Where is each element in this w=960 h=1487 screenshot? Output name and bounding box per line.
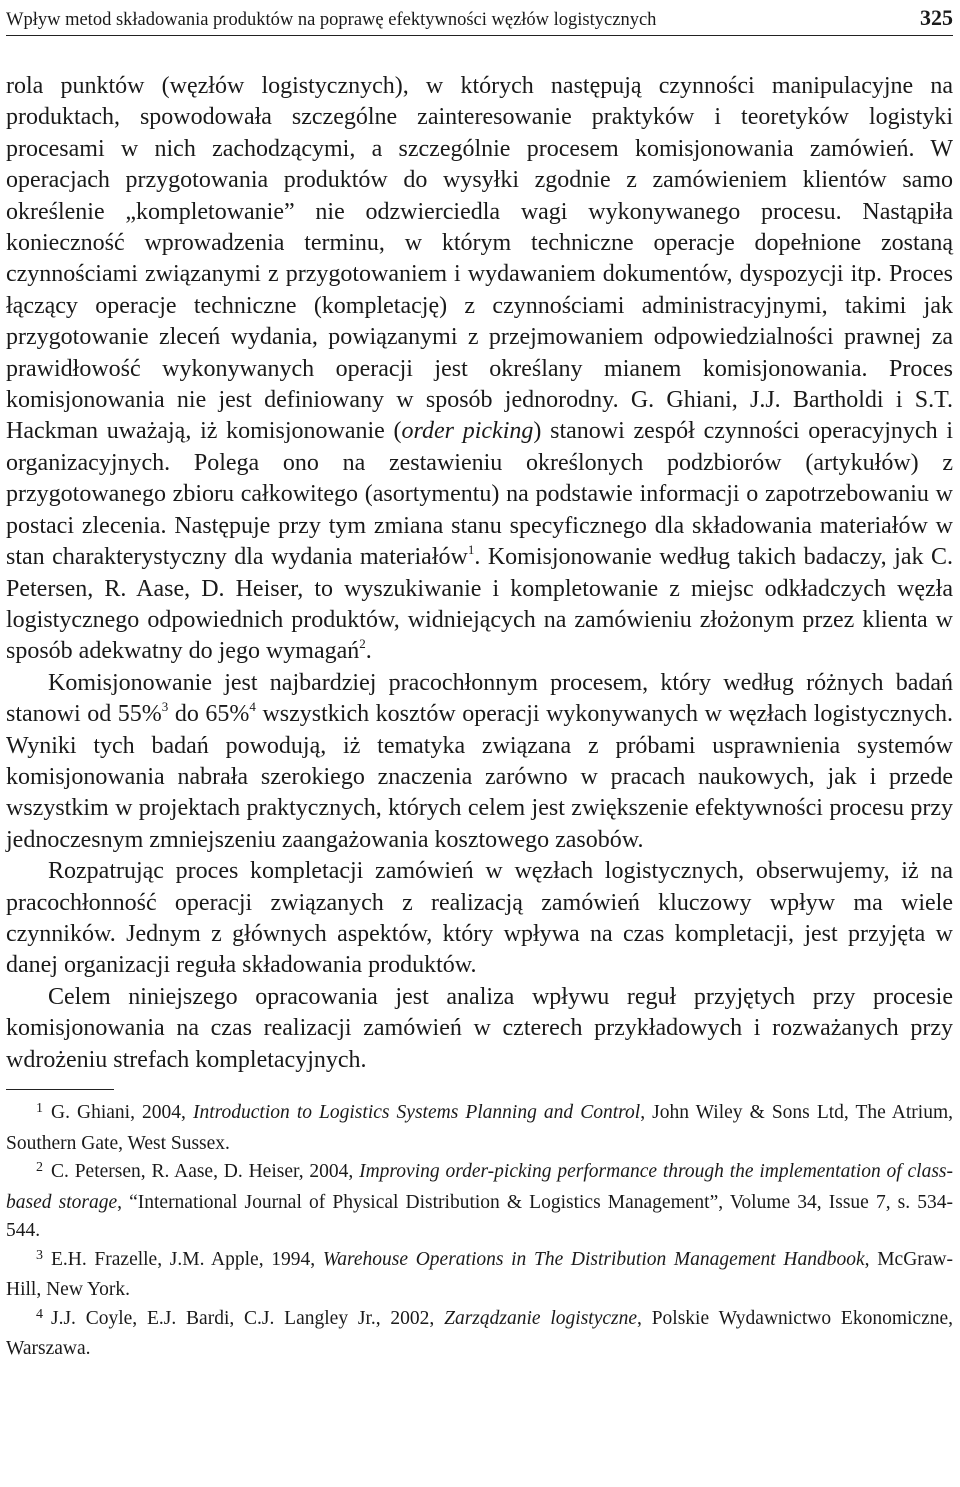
text-run: rola punktów (węzłów logistycznych), w których następują czynności manipulacyjne na produktach, spowodowała szczególne zainteresowanie praktyków i teoretyków logistyki procesami w nich zachodzącymi, a szczególnie procesem komisjonowania zamówień. W operacjach przygotowania produktów do wysyłki zgodnie z zamówieniem klientów samo określenie „kompletowanie” nie odzwierciedla wagi wykonywanego procesu. Nastąpiła konieczność wprowadzenia terminu, w którym techniczne operacje dopełnione zostaną czynnościami związanymi z przygotowaniem i wydawaniem dokumentów, dyspozycji itp. Proces łączący operacje techniczne (kompletację) z czynnościami administracyjnymi, takimi jak przygotowanie zleceń wydania, powiązanymi z przejmowaniem odpowiedzialności prawnej za prawidłowość wykonywanych operacji jest określany mianem komisjonowania. Proces komisjonowania nie jest definiowany w sposób jednorodny. G. Ghiani, J.J. Bartholdi i S.T. Hackman uważają, iż komisjonowanie ( xyxy=(6,73,953,445)
footnote-ref: 4 xyxy=(249,699,256,715)
footnote xyxy=(6,1305,953,1364)
footnote-mark: 3 xyxy=(36,1247,43,1263)
footnote xyxy=(6,1158,953,1246)
footnote-title: Introduction to Logistics Systems Planning and Control xyxy=(192,1102,641,1123)
italic-term: order picking xyxy=(401,418,534,445)
footnote-text: , “International Journal of Physical Distribution & Logistics Management”, Volume 34, Issue 7, s. 534-544. xyxy=(6,1191,953,1241)
paragraph-1 xyxy=(6,71,953,668)
footnote-text: J.J. Coyle, E.J. Bardi, C.J. Langley Jr., 2002, xyxy=(51,1307,445,1329)
footnote-text: C. Petersen, R. Aase, D. Heiser, 2004, xyxy=(51,1161,360,1182)
text-run: wszystkich kosztów operacji wykonywanych w węzłach logistycznych. Wyniki tych badań powodują, iż tematyka związana z próbami usprawnienia systemów komisjonowania nabrała szerokiego znaczenia zarówno w pracach naukowych, jak i przede wszystkim w projektach praktycznych, których celem jest zwiększenie efektywności procesu przy jednoczesnym zmniejszeniu zaangażowania kosztowego zasobów. xyxy=(6,701,953,853)
text-run: do 65% xyxy=(168,701,250,728)
footnote-ref: 2 xyxy=(359,636,366,652)
footnote-text: G. Ghiani, 2004, xyxy=(51,1102,193,1123)
footnote-mark: 2 xyxy=(36,1160,43,1175)
footnote-text: , Polskie Wydawnictwo Ekonomiczne, Warszawa. xyxy=(6,1307,953,1359)
paragraph-4: Celem niniejszego opracowania jest analiza wpływu reguł przyjętych przy procesie komisjonowania na czas realizacji zamówień w czterech przykładowych i rozważanych przy wdrożeniu strefach kompletacyjnych. xyxy=(6,983,953,1073)
paragraph-3: Rozpatrując proces kompletacji zamówień w węzłach logistycznych, obserwujemy, iż na pracochłonność operacji związanych z realizacją zamówień kluczowy wpływ ma wiele czynników. Jednym z głównych aspektów, który wpływa na czas kompletacji, jest przyjęta w danej organizacji reguła składowania produktów. xyxy=(6,858,953,979)
footnote-ref: 3 xyxy=(161,699,169,715)
footnote-title: Warehouse Operations in The Distribution Management Handbook xyxy=(322,1248,865,1270)
footnote-mark: 1 xyxy=(36,1101,43,1116)
footnote-title: Improving order-picking performance through the implementation of class-based storage xyxy=(6,1161,954,1213)
footnote xyxy=(6,1246,953,1305)
footnote-text: , McGraw-Hill, New York. xyxy=(6,1248,954,1300)
footnote-ref: 1 xyxy=(467,542,475,558)
footnote-divider xyxy=(6,1089,114,1090)
footnote-text: , John Wiley & Sons Ltd, The Atrium, Southern Gate, West Sussex. xyxy=(6,1102,954,1154)
text-run: Komisjonowanie jest najbardziej pracochłonnym procesem, który według różnych badań stanowi od 55% xyxy=(6,669,953,728)
footnote-title: Zarządzanie logistyczne xyxy=(444,1307,638,1329)
text-run: . Komisjonowanie według takich badaczy, jak C. Petersen, R. Aase, D. Heiser, to wyszukiwanie i kompletowanie z miejsc odkładczych węzła logistycznego odpowiednich produktów, widniejących na zamówieniu złożonym przez klienta w sposób adekwatny do jego wymagań xyxy=(6,544,953,665)
footnote-text: E.H. Frazelle, J.M. Apple, 1994, xyxy=(51,1248,323,1270)
page-number: 325 xyxy=(920,5,953,30)
text-run: ) stanowi zespół czynności operacyjnych i organizacyjnych. Polega ono na zestawieniu określonych podzbiorów (artykułów) z przygotowanego zbioru całkowitego (asortymentu) na podstawie informacji o zapotrzebowaniu w postaci zlecenia. Następuje przy tym zmiana stanu specyficznego dla składowania materiałów w stan charakterystyczny dla wydania materiałów xyxy=(6,418,953,571)
footnotes xyxy=(6,1099,953,1364)
paragraph-2 xyxy=(6,668,953,856)
body-text xyxy=(6,71,953,1076)
text-run: . xyxy=(365,638,372,665)
footnote xyxy=(6,1099,953,1158)
running-header xyxy=(6,0,953,36)
footnote-mark: 4 xyxy=(36,1306,43,1322)
running-title: Wpływ metod składowania produktów na poprawę efektywności węzłów logistycznych xyxy=(6,10,657,30)
